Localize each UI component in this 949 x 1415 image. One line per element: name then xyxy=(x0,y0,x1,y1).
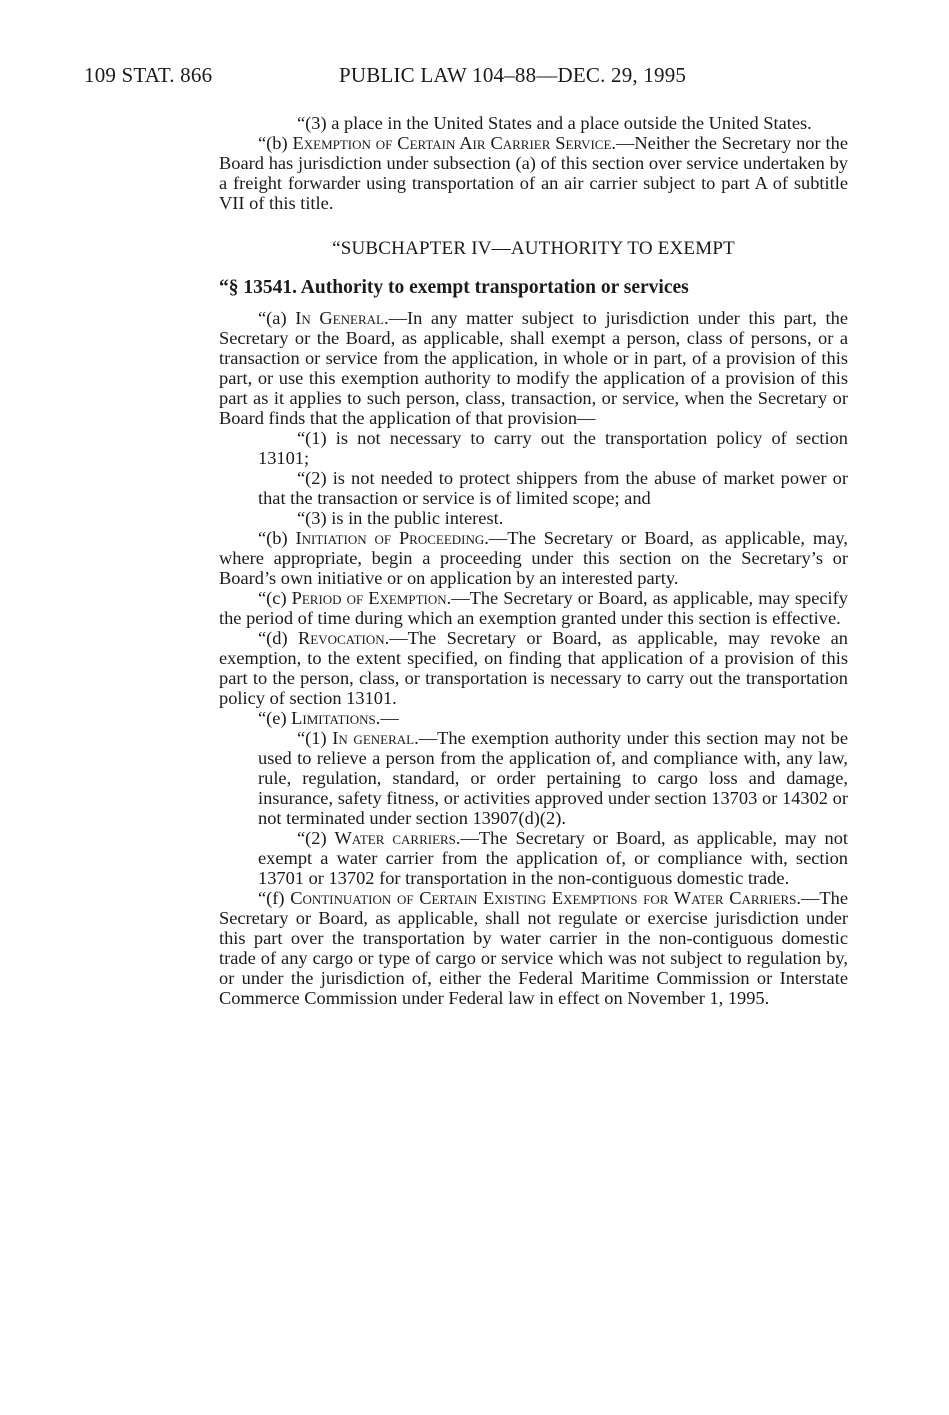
subsection-b-air-carrier: “(b) Exemption of Certain Air Carrier Service.—Neither the Secretary nor the Board has jurisdiction under subsection (a) of this section over service undertaken by a freight forwarder using transportation of an air carrier subject to part A of subtitle VII of this title. xyxy=(219,133,848,213)
running-header: PUBLIC LAW 104–88—DEC. 29, 1995 xyxy=(339,63,687,87)
subsection-heading: Exemption of Certain Air Carrier Service xyxy=(292,133,612,153)
subsection-e: “(e) Limitations.— xyxy=(258,708,399,728)
paragraph-heading: In general xyxy=(332,728,415,748)
subsection-d: “(d) Revocation.—The Secretary or Board, as applicable, may revoke an exemption, to the extent specified, on finding that application of a provision of this part to the person, class, or transportation is necessary to carry out the transportation policy of section 13101. xyxy=(219,628,848,708)
document-body xyxy=(219,113,848,1008)
subchapter-title: “SUBCHAPTER IV—AUTHORITY TO EXEMPT xyxy=(332,238,735,259)
section-heading: “§ 13541. Authority to exempt transportation or services xyxy=(219,277,689,298)
subsection-heading: Initiation of Proceeding xyxy=(295,528,485,548)
paragraph-a-3: “(3) is in the public interest. xyxy=(297,508,504,528)
subsection-heading: Limitations xyxy=(291,708,376,728)
subsection-heading: Revocation xyxy=(297,628,385,648)
paragraph-3-continued: “(3) a place in the United States and a place outside the United States. xyxy=(297,113,812,133)
paragraph-a-1: “(1) is not necessary to carry out the transportation policy of section 13101; xyxy=(258,428,848,468)
subsection-heading: In General xyxy=(295,308,384,328)
subsection-heading: Period of Exemption xyxy=(291,588,447,608)
subsection-f: “(f) Continuation of Certain Existing Exemptions for Water Carriers.—The Secretary or Board, as applicable, shall not regulate or exercise jurisdiction under this part over the transportation by water carrier in the non-contiguous domestic trade of any cargo or type of cargo or service which was not subject to regulation by, or under the jurisdiction of, either the Federal Maritime Commission or Interstate Commerce Commission under Federal law in effect on November 1, 1995. xyxy=(219,888,849,1008)
paragraph-a-2: “(2) is not needed to protect shippers from the abuse of market power or that the transaction or service is of limited scope; and xyxy=(258,468,848,508)
paragraph-heading: Water carriers xyxy=(334,828,456,848)
subsection-a: “(a) In General.—In any matter subject to jurisdiction under this part, the Secretary or the Board, as applicable, shall exempt a person, class of persons, or a transaction or service from the application, in whole or in part, of a provision of this part, or use this exemption authority to modify the application of a provision of this part as it applies to such person, class, transaction, or service, when the Secretary or Board finds that the application of that provision— xyxy=(219,308,849,428)
subsection-heading: Continuation of Certain Existing Exemptions for Water Carriers xyxy=(290,888,797,908)
paragraph-e-2: “(2) Water carriers.—The Secretary or Board, as applicable, may not exempt a water carrier from the application of, or compliance with, section 13701 or 13702 for transportation in the non-contiguous domestic trade. xyxy=(258,828,848,888)
subsection-b: “(b) Initiation of Proceeding.—The Secretary or Board, as applicable, may, where appropriate, begin a proceeding under this section on the Secretary’s or Board’s own initiative or on application by an interested party. xyxy=(219,528,848,588)
paragraph-e-1: “(1) In general.—The exemption authority under this section may not be used to relieve a person from the application of, and compliance with, any law, rule, regulation, standard, or order pertaining to cargo loss and damage, insurance, safety fitness, or activities approved under section 13703 or 14302 or not terminated under section 13907(d)(2). xyxy=(258,728,848,828)
subsection-c: “(c) Period of Exemption.—The Secretary or Board, as applicable, may specify the period of time during which an exemption granted under this section is effective. xyxy=(219,588,848,628)
stat-page-reference: 109 STAT. 866 xyxy=(84,63,213,87)
